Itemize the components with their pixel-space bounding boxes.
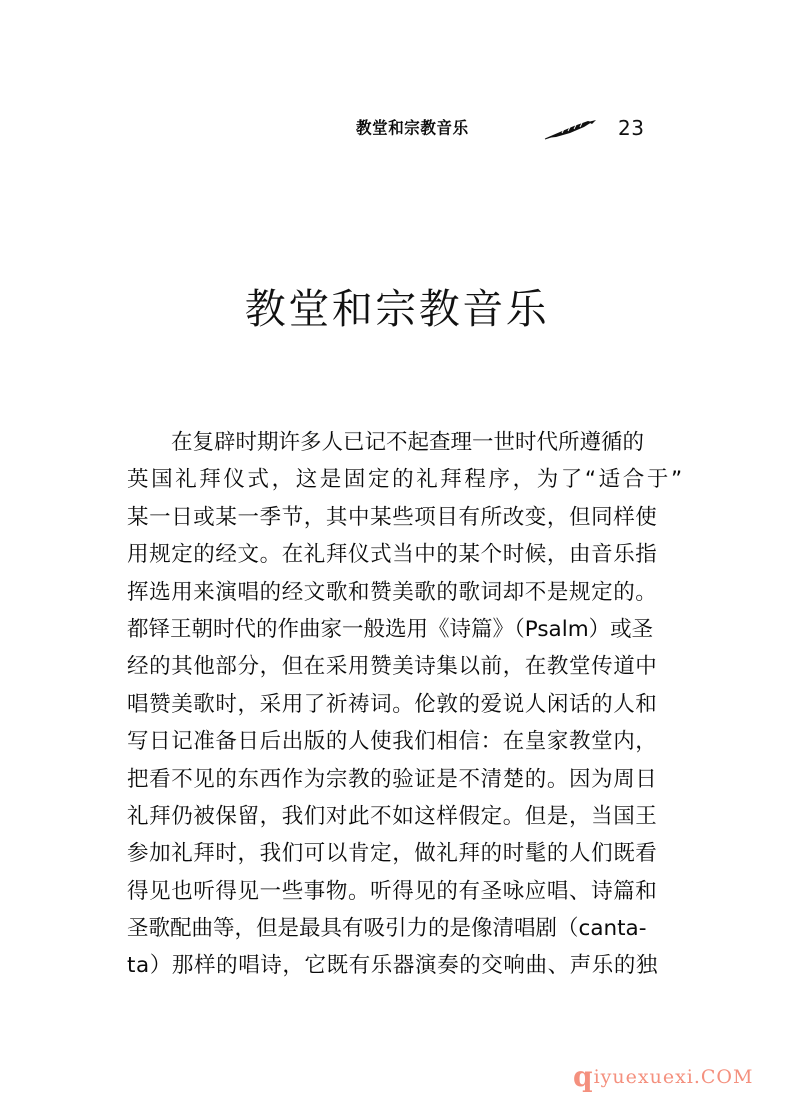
body-line: 挥选用来演唱的经文歌和赞美歌的歌词却不是规定的。	[127, 579, 658, 605]
body-line: 都铎王朝时代的作曲家一般选用《诗篇》（Psalm）或圣	[127, 616, 654, 642]
body-line: 礼拜仍被保留，我们对此不如这样假定。但是，当国王	[127, 803, 658, 829]
body-line: 得见也听得见一些事物。听得见的有圣咏应唱、诗篇和	[127, 878, 658, 904]
body-line: 唱赞美歌时，采用了祈祷词。伦敦的爱说人闲话的人和	[127, 691, 658, 717]
running-head	[0, 118, 794, 148]
watermark-initial: q	[573, 1060, 594, 1093]
page-number: 23	[618, 116, 645, 140]
body-line: 把看不见的东西作为宗教的验证是不清楚的。因为周日	[127, 766, 658, 792]
body-line: ta）那样的唱诗，它既有乐器演奏的交响曲、声乐的独	[127, 953, 659, 979]
body-line: 参加礼拜时，我们可以肯定，做礼拜的时髦的人们既看	[127, 841, 658, 867]
body-line: 用规定的经文。在礼拜仪式当中的某个时候，由音乐指	[127, 542, 658, 568]
body-line: 经的其他部分，但在采用赞美诗集以前，在教堂传道中	[127, 654, 658, 680]
running-head-title: 教堂和宗教音乐	[356, 119, 469, 138]
body-line: 某一日或某一季节，其中某些项目有所改变，但同样使	[127, 504, 658, 530]
chapter-title: 教堂和宗教音乐	[244, 285, 550, 333]
body-line: 圣歌配曲等，但是最具有吸引力的是像清唱剧（canta-	[127, 916, 647, 942]
leaf-flourish-ornament	[544, 120, 598, 140]
body-line: 在复辟时期许多人已记不起查理一世时代所遵循的	[171, 430, 645, 455]
watermark-text: iyuexuexi.COM	[593, 1066, 754, 1088]
body-line: 写日记准备日后出版的人使我们相信：在皇家教堂内，	[127, 729, 658, 755]
site-watermark	[573, 1060, 754, 1093]
body-line: 英国礼拜仪式，这是固定的礼拜程序，为了“适合于”	[127, 467, 685, 493]
body-text-block	[127, 424, 685, 985]
